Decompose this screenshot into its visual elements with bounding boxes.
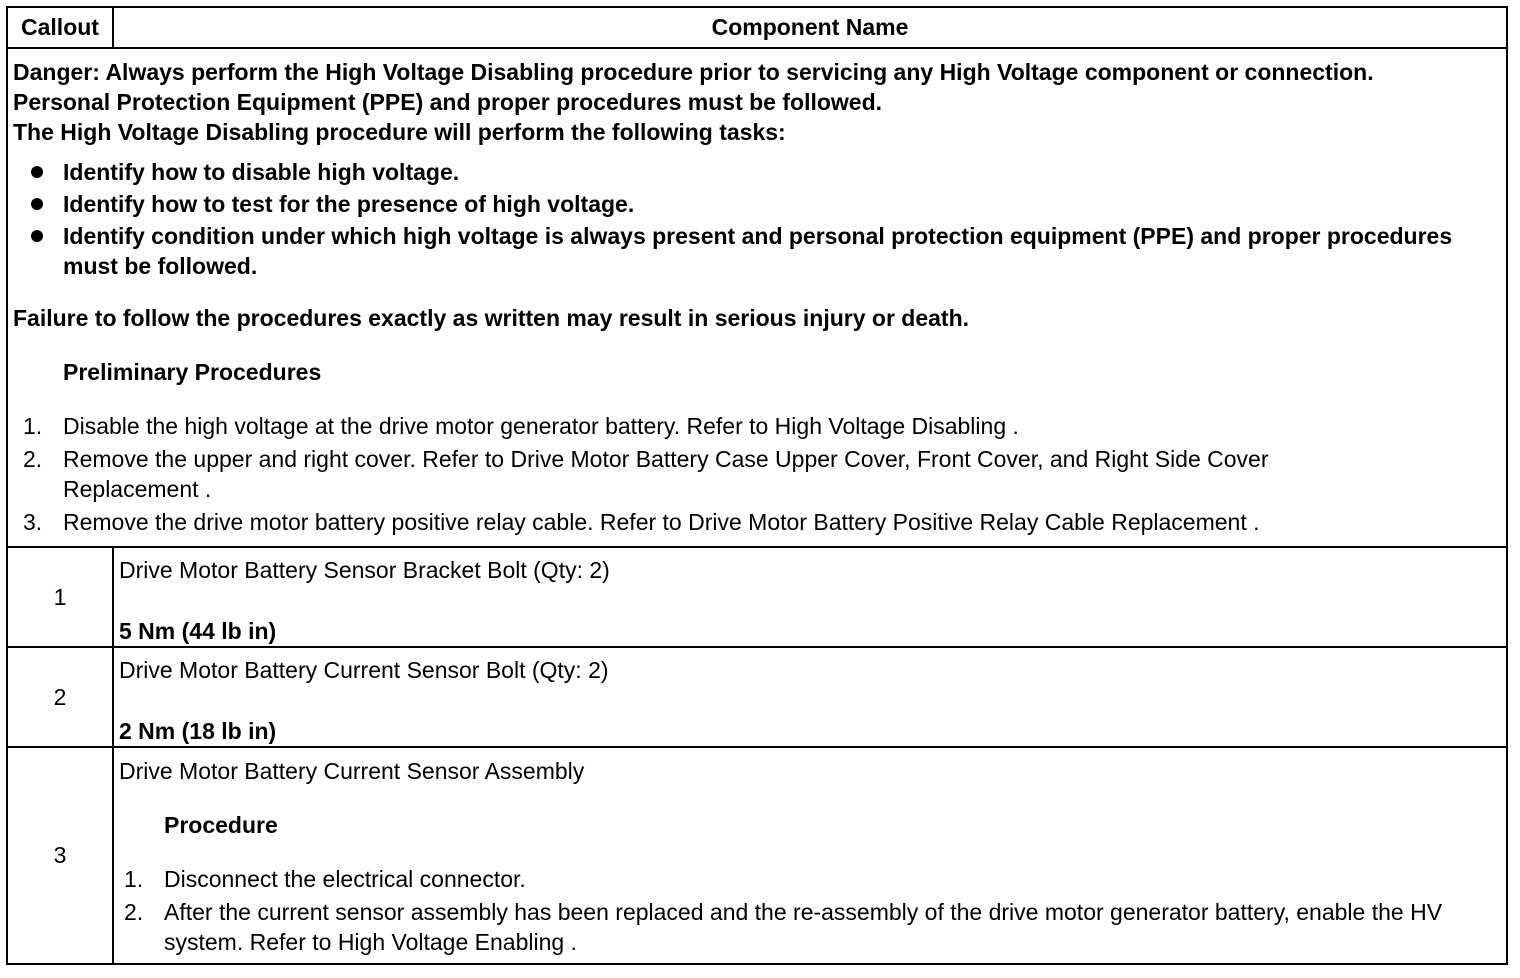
callout-cell: 2 [7, 647, 113, 747]
component-name: Drive Motor Battery Sensor Bracket Bolt (Qty: 2) [119, 557, 610, 583]
list-item [114, 897, 1506, 957]
preliminary-title: Preliminary Procedures [63, 359, 322, 385]
step-number: 3. [23, 509, 43, 535]
list-item [13, 507, 1502, 537]
component-table [6, 6, 1508, 965]
step-text: Disable the high voltage at the drive motor generator battery. Refer to High Voltage Disabling . [63, 413, 1019, 439]
component-name-header: Component Name [113, 7, 1507, 48]
procedure-title: Procedure [164, 812, 278, 838]
step-text: After the current sensor assembly has been replaced and the re-assembly of the drive motor generator battery, enable the HV system. Refer to High Voltage Enabling . [164, 899, 1443, 955]
bullet-text: Identify how to test for the presence of high voltage. [63, 191, 635, 217]
component-cell [113, 747, 1507, 964]
step-number: 2. [23, 446, 43, 472]
bullet-icon [31, 198, 43, 210]
bullet-icon [31, 166, 43, 178]
table-row [7, 647, 1507, 747]
danger-row [7, 48, 1507, 547]
step-number: 1. [124, 866, 144, 892]
list-item [13, 444, 1502, 504]
step-number: 1. [23, 413, 43, 439]
component-cell [113, 647, 1507, 747]
callout-cell: 3 [7, 747, 113, 964]
component-name: Drive Motor Battery Current Sensor Bolt (Qty: 2) [119, 657, 609, 683]
list-item [13, 157, 1502, 187]
step-text: Remove the drive motor battery positive relay cable. Refer to Drive Motor Battery Positive Relay Cable Replacement . [63, 509, 1260, 535]
bullet-text: Identify how to disable high voltage. [63, 159, 460, 185]
list-item [13, 411, 1502, 441]
danger-cell [7, 48, 1507, 547]
preliminary-steps [13, 411, 1502, 537]
table-row [7, 547, 1507, 647]
table-header-row [7, 7, 1507, 48]
callout-header: Callout [7, 7, 113, 48]
table-row [7, 747, 1507, 964]
failure-warning: Failure to follow the procedures exactly as written may result in serious injury or death. [13, 305, 970, 331]
bullet-icon [31, 230, 43, 242]
list-item [13, 221, 1502, 281]
component-cell [113, 547, 1507, 647]
step-text: Remove the upper and right cover. Refer to Drive Motor Battery Case Upper Cover, Front Cover, and Right Side Cover Replacement . [63, 446, 1269, 502]
component-name: Drive Motor Battery Current Sensor Assembly [119, 758, 585, 784]
list-item [114, 864, 1506, 894]
list-item [13, 189, 1502, 219]
torque-spec: 2 Nm (18 lb in) [119, 718, 277, 744]
procedure-steps [114, 864, 1506, 963]
danger-bullet-list [13, 157, 1502, 281]
torque-spec: 5 Nm (44 lb in) [119, 618, 277, 644]
danger-line-1: Danger: Always perform the High Voltage Disabling procedure prior to servicing any High Voltage component or connection. [13, 59, 1374, 85]
step-text: Disconnect the electrical connector. [164, 866, 526, 892]
bullet-text: Identify condition under which high voltage is always present and personal protection equipment (PPE) and proper procedures must be followed. [63, 223, 1453, 279]
danger-line-2: Personal Protection Equipment (PPE) and proper procedures must be followed. [13, 89, 883, 115]
callout-cell: 1 [7, 547, 113, 647]
danger-line-3: The High Voltage Disabling procedure will perform the following tasks: [13, 119, 786, 145]
step-number: 2. [124, 899, 144, 925]
